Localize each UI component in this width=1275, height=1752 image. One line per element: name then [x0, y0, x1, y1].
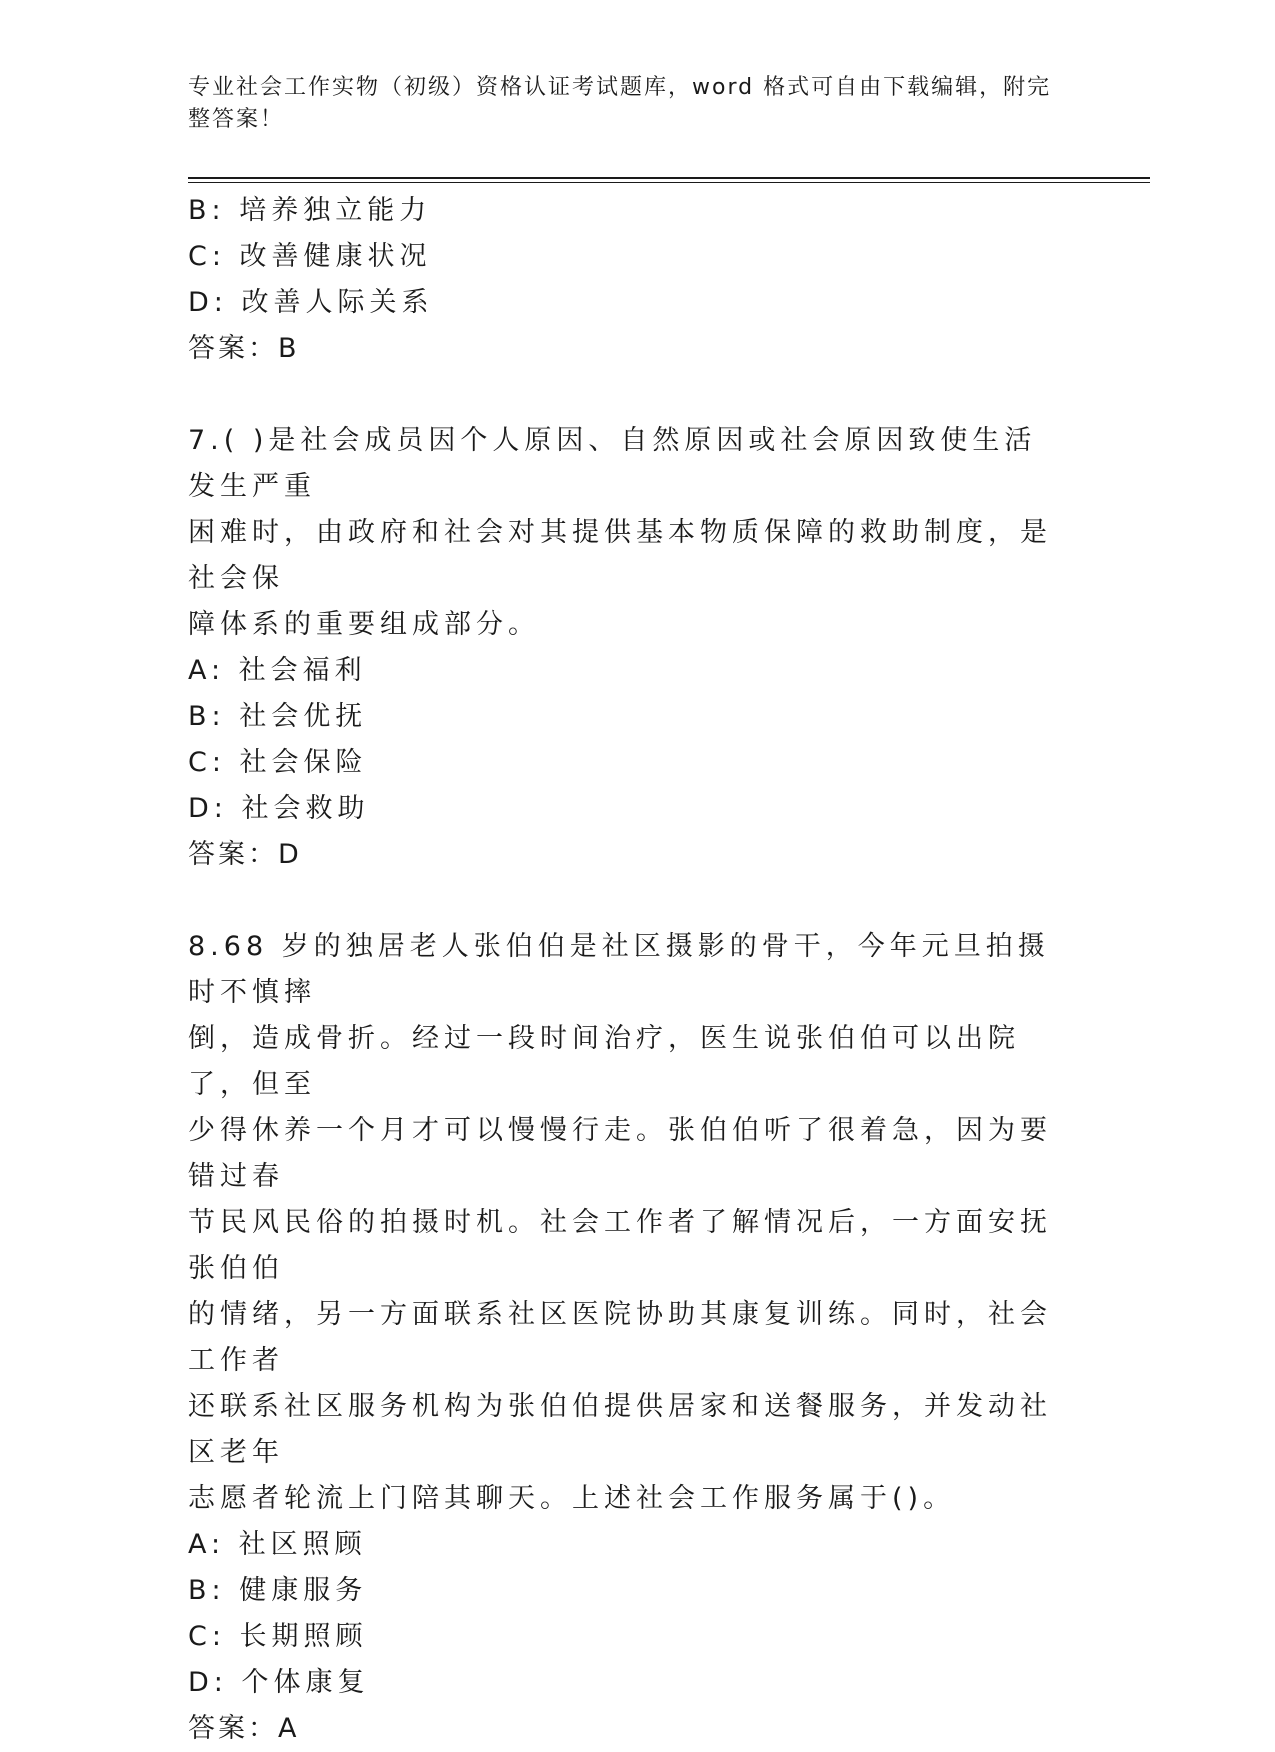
- page-header: [188, 72, 1068, 136]
- option-d: D: 个体康复: [188, 1667, 370, 1698]
- answer-line: 答案：A: [188, 1713, 300, 1744]
- question-stem-line: 倒，造成骨折。经过一段时间治疗，医生说张伯伯可以出院了，但至: [188, 1023, 1020, 1100]
- option-b: B: 培养独立能力: [188, 195, 432, 226]
- page-content: [188, 188, 1068, 1752]
- option-c: C: 改善健康状况: [188, 241, 432, 272]
- question-stem-line: 还联系社区服务机构为张伯伯提供居家和送餐服务，并发动社区老年: [188, 1391, 1052, 1468]
- option-a: A: 社会福利: [188, 655, 367, 686]
- option-a: A: 社区照顾: [188, 1529, 367, 1560]
- question-stem-line: 障体系的重要组成部分。: [188, 609, 540, 640]
- question-stem-line: 节民风民俗的拍摄时机。社会工作者了解情况后，一方面安抚张伯伯: [188, 1207, 1052, 1284]
- option-d: D: 改善人际关系: [188, 287, 434, 318]
- question-stem-line: 8.68 岁的独居老人张伯伯是社区摄影的骨干，今年元旦拍摄时不慎摔: [188, 931, 1050, 1008]
- question-stem-line: 少得休养一个月才可以慢慢行走。张伯伯听了很着急，因为要错过春: [188, 1115, 1052, 1192]
- header-line-2: 整答案！: [188, 107, 285, 132]
- answer-line: 答案：B: [188, 333, 300, 364]
- spacer: [188, 878, 1068, 924]
- question-stem-line: 志愿者轮流上门陪其聊天。上述社会工作服务属于()。: [188, 1483, 956, 1514]
- header-divider: [188, 177, 1150, 179]
- question-8: [188, 924, 1068, 1752]
- header-line-1: 专业社会工作实物（初级）资格认证考试题库，word 格式可自由下载编辑，附完: [188, 75, 1052, 100]
- option-c: C: 社会保险: [188, 747, 368, 778]
- header-divider-thin: [188, 182, 1150, 183]
- option-c: C: 长期照顾: [188, 1621, 368, 1652]
- option-b: B: 社会优抚: [188, 701, 368, 732]
- answer-line: 答案：D: [188, 839, 302, 870]
- question-7: [188, 418, 1068, 878]
- question-stem-line: 困难时，由政府和社会对其提供基本物质保障的救助制度，是社会保: [188, 517, 1052, 594]
- question-6-tail: [188, 188, 1068, 372]
- question-stem-line: 的情绪，另一方面联系社区医院协助其康复训练。同时，社会工作者: [188, 1299, 1052, 1376]
- option-d: D: 社会救助: [188, 793, 370, 824]
- option-b: B: 健康服务: [188, 1575, 368, 1606]
- spacer: [188, 372, 1068, 418]
- question-stem-line: 7.( )是社会成员因个人原因、自然原因或社会原因致使生活发生严重: [188, 425, 1037, 502]
